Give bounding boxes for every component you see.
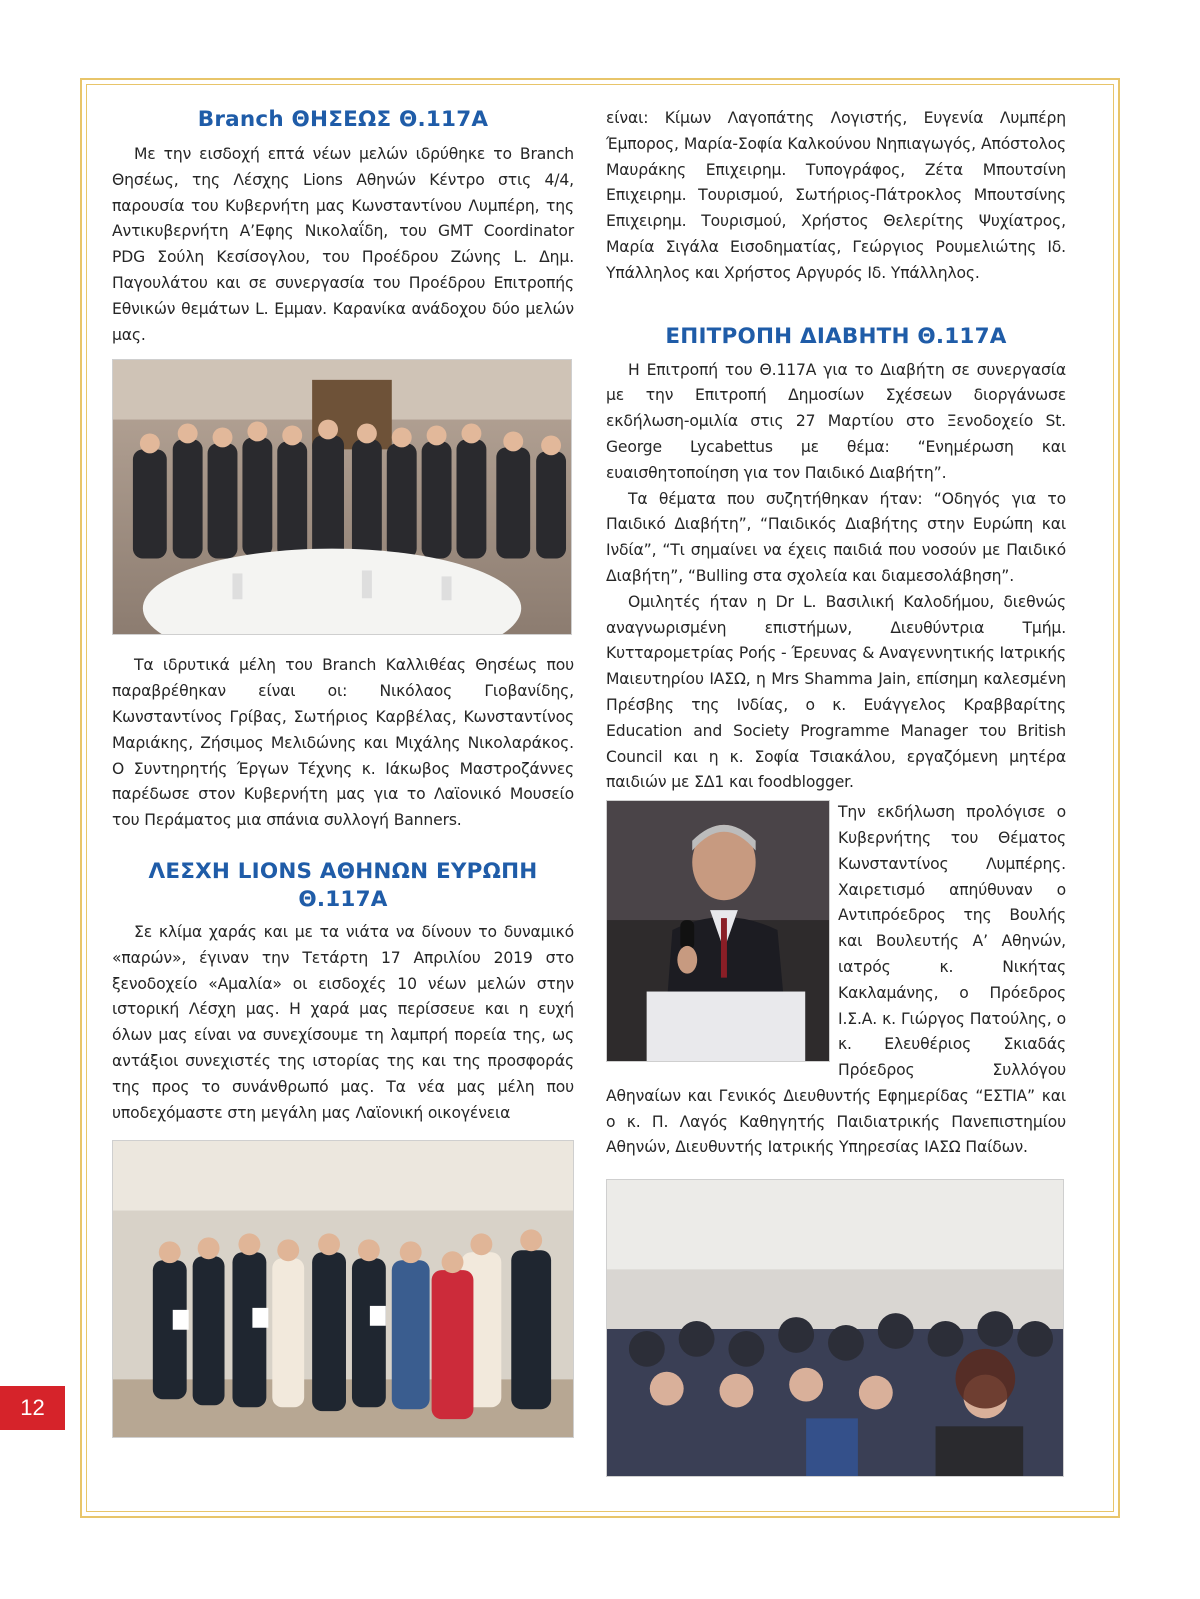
diabetes-paragraph-2: Τα θέματα που συζητήθηκαν ήταν: “Οδηγός για το Παιδικό Διαβήτη”, “Παιδικός Διαβήτης στην Ευρώπη και Ινδία”, “Τι σημαίνει να έχεις παιδιά που νοσούν με Παιδικό Διαβήτη”, “Bulling στα σχολεία και διαμεσολάβηση”. <box>606 489 1066 585</box>
right-column <box>606 106 1066 1477</box>
photo-group-branch-thiseos <box>112 359 572 635</box>
section-title-lions-athens-europe <box>112 858 574 914</box>
section-title-line-2: Θ.117Α <box>298 886 388 912</box>
diabetes-paragraph-4: Την εκδήλωση προλόγισε ο Κυβερνήτης του Θέματος Κωνσταντίνος Λυμπέρης. Χαιρετισμό απηύθυναν ο Αντιπρόεδρος της Βουλής και Βουλευτής Α’ Αθηνών, ιατρός κ. Νικήτας Κακλαμάνης, ο Πρόεδρος Ι.Σ.Α. κ. Γιώργος Πατούλης, ο κ. Ελευθέριος Σκιαδάς Πρόεδρος Συλλόγου Αθηναίων και Γενικός Διευθυντής Εφημερίδας “ΕΣΤΙΑ” και ο κ. Π. Λαγός Καθηγητής Παιδιατρικής Πανεπιστημίου Αθηνών, Διευθυντής Ιατρικής Υπηρεσίας ΙΑΣΩ Παίδων. <box>606 803 1066 1157</box>
photo-audience-event <box>606 1179 1064 1477</box>
section-title-line-1: ΛΕΣΧΗ LIONS ΑΘΗΝΩΝ ΕΥΡΩΠΗ <box>148 858 538 884</box>
branch-thiseos-paragraph-1: Με την εισδοχή επτά νέων μελών ιδρύθηκε το Branch Θησέως, της Λέσχης Lions Αθηνών Κέντρο στις 4/4, παρουσία του Κυβερνήτη μας Κωνσταντίνου Λυμπέρη, της Αντικυβερνήτη Α’Εφης Νικολαΐδη, του GMT Coordinator PDG Σούλη Κεσίσογλου, του Προέδρου Ζώνης L. Δημ. Παγουλάτου και σε συνεργασία του Προέδρου Επιτροπής Εθνικών θεμάτων L. Εμμαν. Καρανίκα ανάδοχου δύο μελών μας. <box>112 145 574 344</box>
photo-new-members-ceremony <box>112 1140 574 1438</box>
branch-thiseos-paragraph-2: Τα ιδρυτικά μέλη του Branch Καλλιθέας Θησέως που παραβρέθηκαν είναι οι: Νικόλαος Γιοβανίδης, Κωνσταντίνος Γρίβας, Σωτήριος Καρβέλας, Κωνσταντίνος Μαριάκης, Ζήσιμος Μελιδώνης και Μιχάλης Νικολαράκος. Ο Συντηρητής Έργων Τέχνης κ. Ιάκωβος Μαστροζάννες παρέδωσε στον Κυβερνήτη μας για το Λαϊονικό Μουσείο του Περάματος μια σπάνια συλλογή Banners. <box>112 656 574 830</box>
lions-europe-continuation: είναι: Κίμων Λαγοπάτης Λογιστής, Ευγενία Λυμπέρη Έμπορος, Μαρία-Σοφία Καλκούνου Νηπιαγωγός, Απόστολος Μαυράκης Επιχειρημ. Τυπογράφος, Ζέτα Μπουτσίνη Επιχειρημ. Τουρισμού, Σωτήριος-Πάτροκλος Μπουτσίνης Επιχειρημ. Τουρισμού, Χρήστος Θελερίτης Ψυχίατρος, Μαρία Σιγάλα Εισοδηματίας, Γεώργιος Ρουμελιώτης Ιδ. Υπάλληλος και Χρήστος Αργυρός Ιδ. Υπάλληλος. <box>606 109 1066 282</box>
diabetes-paragraph-1: Η Επιτροπή του Θ.117Α για το Διαβήτη σε συνεργασία με την Επιτροπή Δημοσίων Σχέσεων διοργάνωσε εκδήλωση-ομιλία στις 27 Μαρτίου στο Ξενοδοχείο St. George Lycabettus με θέμα: “Ενημέρωση και ευαισθητοποίηση για τον Παιδικό Διαβήτη”. <box>606 360 1066 482</box>
lions-europe-paragraph-1: Σε κλίμα χαράς και με τα νιάτα να δίνουν το δυναμικό «παρών», έγιναν την Τετάρτη 17 Απριλίου 2019 στο ξενοδοχείο «Αμαλία» οι εισδοχές 10 νέων μελών στην ιστορική Λέσχη μας. Η χαρά μας περίσσευε και η ευχή όλων μας είναι να συνεχίσουμε τη λαμπρή πορεία της, ως αντάξιοι συνεχιστές της ιστορίας της και της προσφοράς της προς το συνάνθρωπό μας. Τα νέα μας μέλη που υποδεχόμαστε στη μεγάλη μας Λαϊονική οικογένεια <box>112 922 574 1122</box>
left-column <box>112 106 574 1438</box>
photo-speaker-microphone <box>606 800 830 1062</box>
section-title-diabetes-committee: ΕΠΙΤΡΟΠΗ ΔΙΑΒΗΤΗ Θ.117Α <box>665 323 1007 349</box>
page-number: 12 <box>0 1386 65 1430</box>
section-title-branch-thiseos: Branch ΘΗΣΕΩΣ Θ.117Α <box>197 107 489 132</box>
diabetes-paragraph-3: Ομιλητές ήταν η Dr L. Βασιλική Καλοδήμου, διεθνώς αναγνωρισμένη επιστήμων, Διευθύντρια Τμήμ. Κυτταρομετρίας Ροής - Έρευνας & Αναγεννητικής Ιατρικής Μαιευτηρίου ΙΑΣΩ, η Mrs Shamma Jain, επίσημη καλεσμένη Πρέσβης της Ινδίας, ο κ. Ευάγγελος Κραββαρίτης Education and Society Programme Manager του British Council και η κ. Σοφία Τσιακάλου, εργαζόμενη μητέρα παιδιών με ΣΔ1 και foodblogger. <box>606 592 1066 792</box>
